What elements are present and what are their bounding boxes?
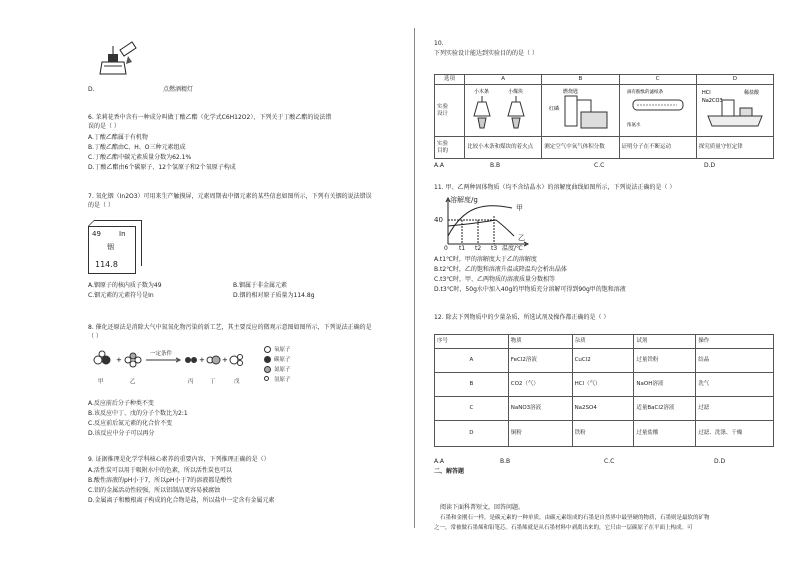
- series-jia: 甲: [516, 204, 523, 212]
- q9-stem: 9. 证据推理是化学学科核心素养的重要内容，下列推理正确的是（）: [88, 456, 270, 463]
- column-divider: [414, 28, 415, 528]
- q12-c-operation: 过滤: [696, 397, 774, 421]
- q12-a-impurity: CuCl2: [572, 349, 634, 373]
- q7-stem: 7. 氧化铟（In2O3）可用来生产触摸屏，元素周期表中铟元素的某些信息如图所示，下列有关铟的说法错误: [88, 193, 372, 200]
- q6-stem-cont: 误的是（ ）: [88, 123, 120, 130]
- q6-option-a: A.丁酸乙酯属于有机物: [88, 134, 148, 141]
- q12-a-reagent: 过量铁粉: [634, 349, 696, 373]
- svg-text:+: +: [222, 356, 228, 364]
- q10-row-design-label: 实验 设计: [435, 85, 465, 137]
- q12-d-no: D: [435, 421, 509, 447]
- q10-purpose-d: 探究质量守恒定律: [696, 137, 773, 159]
- svg-text:燃烧匙: 燃烧匙: [563, 89, 579, 95]
- q10-number: 10.: [434, 40, 444, 47]
- q12-a-operation: 结晶: [696, 349, 774, 373]
- q12-d-reagent: 过量盐酸: [634, 421, 696, 447]
- q10-header-a: A: [465, 75, 542, 85]
- q8-option-d: D.该反应中分子可以再分: [88, 430, 155, 437]
- q5-option-d-caption: 点燃酒精灯: [163, 86, 194, 93]
- q9-option-a: A.活性炭可以用于吸附水中的色素，所以活性炭也可以: [88, 467, 232, 474]
- svg-text:红磷: 红磷: [549, 106, 560, 112]
- q6-option-d: D.丁酸乙酯由6个碳原子、12个氢原子和2个氧原子构成: [88, 164, 236, 171]
- test-tube-apparatus-icon: [623, 86, 693, 132]
- table-row: [435, 397, 774, 421]
- q10-design-d: [696, 85, 773, 137]
- reaction-condition: 一定条件: [150, 351, 173, 357]
- q12-header-substance: 物质: [508, 335, 572, 349]
- q12-b-no: B: [435, 373, 509, 397]
- q12-b-impurity: HCl（气）: [572, 373, 634, 397]
- solubility-xtick-0: 0: [444, 245, 448, 252]
- solubility-ylabel: 溶解度/g: [450, 196, 478, 204]
- q12-c-substance: NaNO3溶液: [508, 397, 572, 421]
- q12-option-d: D.D: [714, 458, 726, 465]
- label-bing: 丙: [188, 379, 194, 385]
- table-row: [435, 421, 774, 447]
- q10-purpose-b: 测定空气中氧气体积分数: [542, 137, 619, 159]
- element-symbol: In: [119, 230, 126, 238]
- q12-c-reagent: 适量BaCl2溶液: [634, 397, 696, 421]
- table-row: [435, 349, 774, 373]
- reaction-diagram: [88, 346, 318, 388]
- label-ding: 丁: [210, 379, 216, 385]
- element-mass: 114.8: [95, 260, 118, 269]
- q12-header-reagent: 试剂: [634, 335, 696, 349]
- reading-paragraph-line2: 之一，常被做石墨烯和铅笔芯。石墨烯就是从石墨材料中剥离出来的，它只由一层碳原子在平面上构成。可: [434, 525, 693, 531]
- series-yi: 乙: [518, 234, 525, 242]
- carbon-atom-icon: [264, 356, 271, 363]
- q9-option-b: B.酸性溶液的pH小于7，所以pH小于7的溶液都是酸性: [88, 477, 233, 484]
- element-atomic-number: 49: [92, 230, 101, 238]
- reading-paragraph-line1: 石墨和金刚石一样，是碳元素的一种单质。由碳元素组成的石墨是自然界中最坚硬的物质，石墨则是最软的矿物: [440, 515, 710, 521]
- q10-option-c: C.C: [594, 162, 605, 169]
- legend-nitrogen: 氮原子: [274, 367, 291, 373]
- solubility-xtick-2: t2: [475, 245, 482, 252]
- q10-table: [434, 74, 774, 159]
- q11-option-a: A.t1℃时，甲的溶解度大于乙的溶解度: [434, 256, 537, 263]
- q10-design-a: [465, 85, 542, 137]
- q12-a-substance: FeCl2溶液: [508, 349, 572, 373]
- q12-b-reagent: NaOH溶液: [634, 373, 696, 397]
- solubility-xtick-1: t1: [459, 245, 466, 252]
- reading-intro: 阅读下面科普短文，回答问题。: [440, 504, 525, 511]
- q9-option-c: C.铝的金属活动性较强，所以铝制品更容易被腐蚀: [88, 487, 221, 494]
- solubility-xtick-3: t3: [491, 245, 498, 252]
- nitrogen-atom-icon: [264, 366, 271, 373]
- q11-option-c: C.t3℃时，甲、乙两物质的溶液质量分数相等: [434, 276, 556, 283]
- q12-b-operation: 洗气: [696, 373, 774, 397]
- q12-option-c: C.C: [604, 458, 615, 465]
- q10-header-option: 选项: [435, 75, 465, 85]
- q10-purpose-c: 证明分子在不断运动: [619, 137, 696, 159]
- q12-table: [434, 334, 774, 447]
- q10-row-purpose-label: 实验 目的: [435, 137, 465, 159]
- q6-option-c: C.丁酸乙酯中碳元素质量分数为62.1%: [88, 154, 192, 161]
- alcohol-lamp-illustration: [98, 40, 138, 78]
- element-name: 铟: [107, 243, 114, 251]
- svg-text:小煤块: 小煤块: [508, 89, 524, 95]
- svg-text:小木条: 小木条: [474, 89, 490, 95]
- solubility-ytick: 40: [434, 216, 443, 224]
- q12-header-impurity: 杂质: [572, 335, 634, 349]
- oxygen-atom-icon: [264, 346, 271, 353]
- q7-option-c: C.铟元素的元素符号是In: [88, 292, 154, 299]
- q8-option-c: C.反应前后氮元素的化合价不变: [88, 420, 173, 427]
- label-wu: 戊: [234, 379, 240, 385]
- q7-option-d: D.铟的相对原子质量为114.8g: [233, 292, 315, 299]
- solubility-xlabel: 温度/℃: [502, 245, 523, 252]
- q8-option-b: B.该反应中丁、戊的分子个数比为2:1: [88, 410, 188, 417]
- q11-stem: 11. 甲、乙两种固体物质（均不含结晶水）的溶解度曲线如图所示，下列说法正确的是（ ）: [434, 184, 676, 191]
- svg-text:HCl: HCl: [701, 90, 711, 96]
- q8-option-a: A.反应前后分子种类不变: [88, 400, 154, 407]
- q12-header-no: 序号: [435, 335, 509, 349]
- q10-option-b: B.B: [490, 162, 501, 169]
- q10-option-d: D.D: [704, 162, 716, 169]
- q10-header-d: D: [696, 75, 773, 85]
- q8-stem: 8. 催化还原法是消除大气中氮氧化物污染的新工艺，其主要反应的微观示意图如图所示，下列说法正确的是: [88, 324, 372, 331]
- q11-option-d: D.t3℃时，50g水中加入40g的甲物质充分溶解可得到90g甲的饱和溶液: [434, 286, 626, 293]
- svg-text:+: +: [116, 356, 122, 364]
- q12-stem: 12. 除去下列物质中的少量杂质，所选试剂及操作都正确的是（ ）: [434, 314, 610, 321]
- balance-apparatus-icon: [700, 86, 770, 132]
- flask-burner-icon: [468, 86, 538, 132]
- label-jia: 甲: [98, 379, 104, 385]
- q5-option-d: D.: [88, 86, 95, 93]
- q12-c-impurity: Na2SO4: [572, 397, 634, 421]
- q10-header-b: B: [542, 75, 619, 85]
- q10-option-a: A.A: [434, 162, 445, 169]
- q10-header-c: C: [619, 75, 696, 85]
- q8-stem-cont: （ ）: [88, 333, 102, 340]
- section-heading: 二、解答题: [434, 468, 465, 475]
- svg-text:滴有酚酞的滤纸条: 滴有酚酞的滤纸条: [626, 90, 663, 95]
- q12-d-operation: 过滤、洗涤、干燥: [696, 421, 774, 447]
- q9-option-d: D.金属离子和酸根离子构成的化合物是盐，所以盐中一定含有金属元素: [88, 497, 275, 504]
- q11-option-b: B.t2℃时，乙的饱和溶液升温或降温均会析出晶体: [434, 266, 567, 273]
- svg-text:浓氨水: 浓氨水: [626, 123, 641, 128]
- label-yi: 乙: [130, 379, 136, 385]
- element-tile: [88, 220, 144, 274]
- q7-stem-cont: 的是（ ）: [88, 202, 114, 209]
- legend-hydrogen: 氢原子: [274, 377, 291, 383]
- q12-d-substance: 铜粉: [508, 421, 572, 447]
- solubility-curve: [434, 196, 534, 252]
- q10-design-c: [619, 85, 696, 137]
- q12-d-impurity: 铁粉: [572, 421, 634, 447]
- q6-stem: 6. 茉莉花香中含有一种成分叫做丁酸乙酯（化学式C6H12O2），下列关于丁酸乙酯的说法错: [88, 114, 332, 121]
- svg-text:稀盐酸: 稀盐酸: [743, 90, 759, 96]
- q10-stem: 下列实验设计能达到实验目的的是（ ）: [434, 50, 538, 57]
- q10-design-b: [542, 85, 619, 137]
- q12-a-no: A: [435, 349, 509, 373]
- q7-option-a: A.铟原子的核内质子数为49: [88, 282, 162, 289]
- legend-oxygen: 氧原子: [274, 347, 291, 353]
- q12-header-operation: 操作: [696, 335, 774, 349]
- q6-option-b: B.丁酸乙酯由C、H、O三种元素组成: [88, 144, 186, 151]
- svg-text:+: +: [199, 356, 205, 364]
- table-row: [435, 373, 774, 397]
- atom-legend: [264, 346, 324, 388]
- q10-purpose-a: 比较小木条和煤块的着火点: [465, 137, 542, 159]
- svg-text:Na2CO3: Na2CO3: [701, 98, 723, 104]
- legend-carbon: 碳原子: [274, 357, 291, 363]
- q12-option-b: B.B: [500, 458, 511, 465]
- q12-b-substance: CO2（气）: [508, 373, 572, 397]
- combustion-apparatus-icon: [545, 86, 615, 132]
- q12-option-a: A.A: [434, 458, 445, 465]
- q7-option-b: B.铟属于非金属元素: [233, 282, 288, 289]
- q12-c-no: C: [435, 397, 509, 421]
- hydrogen-atom-icon: [264, 376, 269, 381]
